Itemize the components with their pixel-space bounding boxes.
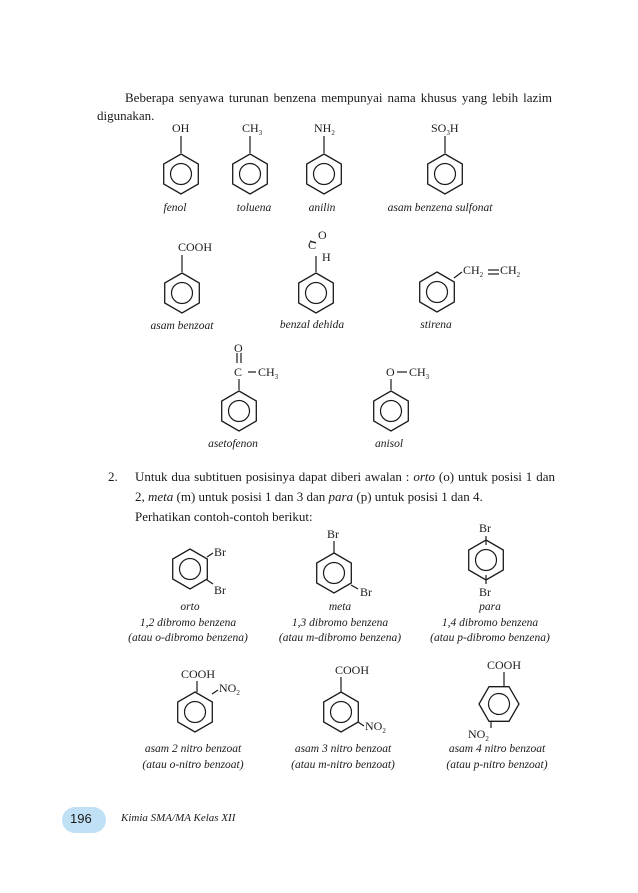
group-label: OH — [172, 121, 190, 135]
group-label: Br — [479, 585, 491, 599]
group-label: $NH_2$ — [314, 121, 335, 137]
isomer-prefix: meta — [328, 601, 352, 613]
benzene-ring — [165, 273, 200, 313]
group-label: $NO_2$ — [365, 719, 386, 735]
isomer-prefix: para — [479, 601, 501, 613]
group-label: COOH — [178, 240, 213, 254]
group-label: $CH_2$ — [463, 263, 484, 279]
group-label: Br — [327, 527, 339, 541]
page-number: 196 — [70, 811, 92, 826]
compound-name: toluena — [236, 202, 272, 214]
compound-alt-name: (atau m-dibromo benzena) — [278, 632, 402, 644]
compound-name: asam 4 nitro benzoat — [448, 743, 546, 755]
compound-name: fenol — [163, 202, 187, 214]
benzene-ring — [173, 549, 208, 589]
section2-text: (m) untuk posisi 1 dan 3 dan — [173, 489, 329, 504]
group-label: COOH — [487, 658, 522, 672]
compound-alt-name: (atau o-dibromo benzena) — [128, 632, 248, 644]
group-label: COOH — [181, 667, 216, 681]
compound-alt-name: (atau p-dibromo benzena) — [430, 632, 550, 644]
benzene-ring — [317, 553, 352, 593]
compound-name: 1,2 dibromo benzena — [139, 617, 237, 629]
group-label: $CH_3$ — [409, 365, 430, 381]
compound-name: benzal dehida — [279, 319, 345, 331]
section2-text: Untuk dua subtituen posisinya dapat diberi awalan : — [135, 469, 414, 484]
group-label: $CH_3$ — [258, 365, 279, 381]
group-label: O — [234, 341, 243, 355]
item-number: 2. — [108, 469, 118, 484]
book-title: Kimia SMA/MA Kelas XII — [121, 812, 236, 824]
compound-alt-name: (atau o-nitro benzoat) — [142, 759, 244, 771]
compound-name: 1,4 dibromo benzena — [441, 617, 539, 629]
compound-name: asam 3 nitro benzoat — [294, 743, 392, 755]
group-label: O — [318, 228, 327, 242]
group-label: O — [386, 365, 395, 379]
group-label: C — [308, 238, 317, 252]
compound-alt-name: (atau m-nitro benzoat) — [291, 759, 395, 771]
benzene-ring — [428, 154, 463, 194]
compound-name: asam benzoat — [150, 320, 214, 332]
benzene-ring — [164, 154, 199, 194]
benzene-ring — [474, 678, 524, 730]
intro-paragraph: Beberapa senyawa turunan benzena mempunyai nama khusus yang lebih lazim digunakan. — [97, 90, 552, 123]
meta-term: meta — [148, 489, 174, 504]
group-label: $SO_3H$ — [431, 121, 459, 137]
group-label: $NO_2$ — [219, 681, 240, 697]
benzene-ring — [324, 692, 359, 732]
group-label: H — [322, 250, 331, 264]
group-label: Br — [479, 521, 491, 535]
section2-text: (p) untuk posisi 1 dan 4. — [353, 489, 483, 504]
group-label: $CH_2$ — [500, 263, 521, 279]
benzene-ring — [233, 154, 268, 194]
group-label: $CH_3$ — [242, 121, 263, 137]
compound-name: 1,3 dibromo benzena — [291, 617, 389, 629]
para-term: para — [328, 489, 354, 504]
isomer-prefix: orto — [180, 601, 200, 613]
section2-line2: Perhatikan contoh-contoh berikut: — [135, 509, 313, 524]
compound-name: stirena — [420, 319, 452, 331]
benzene-ring — [178, 692, 213, 732]
group-label: Br — [360, 585, 372, 599]
group-label: $NO_2$ — [468, 727, 489, 743]
benzene-ring — [374, 391, 409, 431]
benzene-ring — [469, 540, 504, 580]
compound-name: anilin — [308, 202, 336, 214]
section2-text: (o) untuk posisi 1 dan 2, — [135, 469, 555, 504]
benzene-ring — [307, 154, 342, 194]
orto-term: orto — [413, 469, 435, 484]
compound-alt-name: (atau p-nitro benzoat) — [446, 759, 548, 771]
compound-name: asam benzena sulfonat — [387, 202, 493, 214]
compound-name: asam 2 nitro benzoat — [144, 743, 242, 755]
group-label: Br — [214, 583, 226, 597]
group-label: COOH — [335, 663, 370, 677]
benzene-ring — [299, 273, 334, 313]
benzene-ring — [420, 272, 455, 312]
group-label: C — [234, 365, 243, 379]
benzene-ring — [222, 391, 257, 431]
group-label: Br — [214, 545, 226, 559]
compound-name: asetofenon — [208, 438, 258, 450]
compound-name: anisol — [374, 438, 404, 450]
